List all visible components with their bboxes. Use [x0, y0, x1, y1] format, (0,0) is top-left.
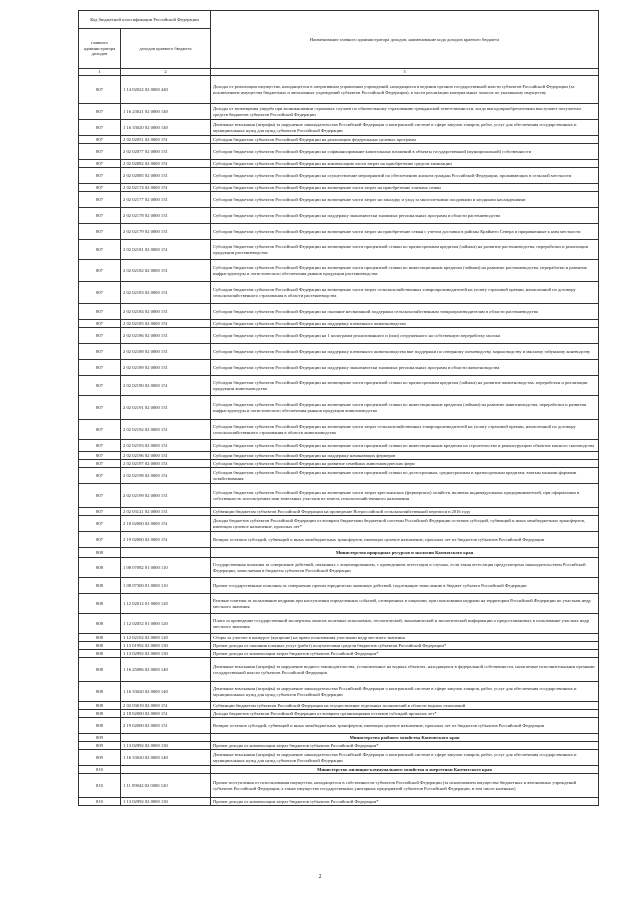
table-row [79, 594, 599, 614]
admin-code-cell: 808 [79, 558, 121, 578]
admin-code-cell: 808 [79, 718, 121, 734]
income-name-cell: Прочие доходы от оказания платных услуг (работ) получателями средств бюджетов субъектов Российской Федерации* [211, 642, 599, 650]
income-name-cell: Прочие государственные пошлины за совершение прочих юридически значимых действий, подлежащие зачислению в бюджет субъекта Российской Федерации [211, 578, 599, 594]
table-body [79, 76, 599, 806]
income-code-cell: 2 19 02000 02 0000 151 [121, 718, 211, 734]
income-name-cell: Плата за проведение государственной экспертизы запасов полезных ископаемых, геологической, экономической и экологической информации о предоставляемых в пользование участках недр местного значения [211, 614, 599, 634]
income-code-cell: 1 08 07082 01 0000 110 [121, 558, 211, 578]
income-code-cell: 1 13 02992 02 0000 130 [121, 798, 211, 806]
income-name-cell: Возврат остатков субсидий, субвенций и иных межбюджетных трансфертов, имеющих целевое назначение, прошлых лет из бюджетов субъектов Российской Федерации [211, 532, 599, 548]
section-row [79, 548, 599, 558]
document-sheet [78, 10, 598, 806]
admin-code-cell: 807 [79, 144, 121, 160]
admin-code-cell: 807 [79, 360, 121, 376]
section-row [79, 734, 599, 742]
income-name-cell: Субвенции бюджетам субъектов Российской Федерации на проведение Всероссийской сельскохозяйственной переписи в 2016 году [211, 508, 599, 516]
table-row [79, 344, 599, 360]
table-row [79, 798, 599, 806]
table-row [79, 468, 599, 484]
table-row [79, 168, 599, 184]
table-row [79, 508, 599, 516]
admin-code-cell: 807 [79, 160, 121, 168]
admin-code-cell: 807 [79, 136, 121, 144]
income-code-cell: 2 02 02177 02 0000 151 [121, 192, 211, 208]
income-code-cell: 2 02 02193 02 0000 151 [121, 440, 211, 452]
income-name-cell: Доходы бюджетов субъектов Российской Федерации от возврата организациями остатков субсидий прошлых лет* [211, 710, 599, 718]
admin-code-cell: 808 [79, 702, 121, 710]
table-row [79, 192, 599, 208]
income-code-cell: 2 02 03019 02 0000 151 [121, 702, 211, 710]
table-row [79, 104, 599, 120]
income-name-cell: Министерство жилищно-коммунального хозяйства и энергетики Камчатского края [211, 766, 599, 774]
income-name-cell: Прочие доходы от компенсации затрат бюджетов субъектов Российской Федерации* [211, 650, 599, 658]
admin-code-cell: 807 [79, 452, 121, 460]
admin-code-cell: 808 [79, 548, 121, 558]
admin-code-cell: 809 [79, 734, 121, 742]
admin-code-cell: 807 [79, 344, 121, 360]
column-number: 2 [121, 69, 211, 76]
income-code-cell: 1 16 33020 02 0000 140 [121, 750, 211, 766]
header-name-column: Наименование главного администратора доходов, наименование кода доходов краевого бюджета [211, 11, 599, 69]
income-code-cell: 2 02 02178 02 0000 151 [121, 208, 211, 224]
income-code-cell: 1 12 02012 01 0000 120 [121, 594, 211, 614]
table-row [79, 578, 599, 594]
income-name-cell: Денежные взыскания (штрафы) за нарушение водного законодательства, установленное на водных объектах, находящихся в федеральной собственности, налагаемые исполнительными органами государственной власти субъектов Российской Федерации [211, 658, 599, 682]
admin-code-cell: 807 [79, 224, 121, 240]
income-name-cell: Денежные взыскания (штрафы) за нарушение законодательства Российской Федерации о контрактной системе в сфере закупок товаров, работ, услуг для обеспечения государственных и муниципальных нужд для нужд субъектов Российской Федерации [211, 682, 599, 702]
income-name-cell: Субвенции бюджетам субъектов Российской Федерации на осуществление отдельных полномочий в области водных отношений [211, 702, 599, 710]
admin-code-cell: 807 [79, 376, 121, 396]
income-code-cell: 1 13 02992 02 0000 130 [121, 650, 211, 658]
table-row [79, 614, 599, 634]
income-code-cell: 2 02 02186 02 0000 151 [121, 328, 211, 344]
table-row [79, 650, 599, 658]
income-name-cell: Субсидии бюджетам субъектов Российской Федерации на софинансирование капитальных вложений в объекты государственной (муниципальной) собственности [211, 144, 599, 160]
income-code-cell: 2 02 02085 02 0000 151 [121, 168, 211, 184]
admin-code-cell: 810 [79, 766, 121, 774]
income-code-cell: 1 12 02102 02 0000 120 [121, 634, 211, 642]
income-code-cell: 2 02 02198 02 0000 151 [121, 468, 211, 484]
income-name-cell: Доходы от возмещения ущерба при возникновении страховых случаев по обязательному страхованию гражданской ответственности, когда выгодоприобретателями выступают получатели средств бюджетов субъектов Российской Федерации [211, 104, 599, 120]
income-name-cell: Субсидии бюджетам субъектов Российской Федерации на оказание несвязанной поддержки сельскохозяйственным товаропроизводителям в области растениеводства [211, 304, 599, 320]
section-row [79, 766, 599, 774]
income-code-cell: 2 18 02000 02 0000 151 [121, 710, 211, 718]
income-name-cell: Субсидии бюджетам субъектов Российской Федерации на возмещение части затрат крестьянских (фермерских) хозяйств, включая индивидуальных предпринимателей, при оформлении в собственность используемых ими земельных участков из земель сельскохозяйственного назначения [211, 484, 599, 508]
admin-code-cell: 807 [79, 168, 121, 184]
table-row [79, 742, 599, 750]
income-code-cell: 1 14 02022 02 0000 440 [121, 76, 211, 104]
income-name-cell: Субсидии бюджетам субъектов Российской Федерации на компенсацию части затрат на приобретение средств химизации [211, 160, 599, 168]
income-name-cell: Министерство природных ресурсов и экологии Камчатского края [211, 548, 599, 558]
table-row [79, 136, 599, 144]
income-name-cell: Денежные взыскания (штрафы) за нарушение законодательства Российской Федерации о контрактной системе в сфере закупок товаров, работ, услуг для обеспечения государственных и муниципальных нужд для нужд субъектов Российской Федерации [211, 750, 599, 766]
income-name-cell: Прочие доходы от компенсации затрат бюджетов субъектов Российской Федерации* [211, 742, 599, 750]
header-code-column: доходов краевого бюджета [121, 29, 211, 69]
admin-code-cell: 807 [79, 320, 121, 328]
table-row [79, 702, 599, 710]
table-row [79, 260, 599, 282]
admin-code-cell: 809 [79, 750, 121, 766]
header-admin-column: главного администратора доходов [79, 29, 121, 69]
income-code-cell: 2 19 02000 02 0000 151 [121, 532, 211, 548]
admin-code-cell: 807 [79, 468, 121, 484]
admin-code-cell: 810 [79, 774, 121, 798]
table-row [79, 532, 599, 548]
income-code-cell [121, 734, 211, 742]
income-name-cell: Субсидии бюджетам субъектов Российской Федерации на поддержку племенного животноводства [211, 320, 599, 328]
table-row [79, 360, 599, 376]
income-code-cell: 2 02 02199 02 0000 151 [121, 484, 211, 508]
admin-code-cell: 807 [79, 460, 121, 468]
income-name-cell: Сборы за участие в конкурсе (аукционе) на право пользования участками недр местного значения [211, 634, 599, 642]
income-name-cell: Субсидии бюджетам субъектов Российской Федерации на возмещение части процентной ставки по долгосрочным, среднесрочным и краткосрочным кредитам, взятым малыми формами хозяйствования [211, 468, 599, 484]
table-row [79, 224, 599, 240]
admin-code-cell: 808 [79, 614, 121, 634]
income-name-cell: Субсидии бюджетам субъектов Российской Федерации на возмещение части затрат на приобретение семян с учетом доставки в районы Крайнего Севера и приравненные к ним местности [211, 224, 599, 240]
income-name-cell: Денежные взыскания (штрафы) за нарушение законодательства Российской Федерации о контрактной системе в сфере закупок товаров, работ, услуг для обеспечения государственных и муниципальных нужд для нужд субъектов Российской Федерации [211, 120, 599, 136]
income-name-cell: Субсидии бюджетам субъектов Российской Федерации на возмещение части процентной ставки по краткосрочным кредитам (займам) на развитие растениеводства, переработки и реализации продукции растениеводства [211, 240, 599, 260]
income-code-cell: 1 13 01992 02 0000 130 [121, 642, 211, 650]
admin-code-cell: 808 [79, 642, 121, 650]
income-name-cell: Субсидии бюджетам субъектов Российской Федерации на возмещение части процентной ставки по краткосрочным кредитам (займам) на развитие животноводства, переработки и реализации продукции животноводства [211, 376, 599, 396]
admin-code-cell: 810 [79, 798, 121, 806]
table-row [79, 774, 599, 798]
income-code-cell: 2 02 02190 02 0000 151 [121, 376, 211, 396]
admin-code-cell: 807 [79, 104, 121, 120]
income-code-cell: 2 02 02174 02 0000 151 [121, 184, 211, 192]
table-row [79, 282, 599, 304]
income-code-cell: 2 02 02192 02 0000 151 [121, 420, 211, 440]
table-row [79, 328, 599, 344]
admin-code-cell: 807 [79, 282, 121, 304]
admin-code-cell: 809 [79, 742, 121, 750]
admin-code-cell: 808 [79, 578, 121, 594]
table-row [79, 208, 599, 224]
income-code-cell: 2 02 02191 02 0000 151 [121, 396, 211, 420]
income-name-cell: Субсидии бюджетам субъектов Российской Федерации на возмещение части процентной ставки по инвестиционным кредитам (займам) на развитие животноводства, переработки и развития инфраструктуры и логистического обеспечения рынков продукции животноводства [211, 396, 599, 420]
budget-classification-table [78, 10, 599, 806]
table-row [79, 76, 599, 104]
admin-code-cell: 807 [79, 240, 121, 260]
income-code-cell: 1 13 02992 02 0000 130 [121, 742, 211, 750]
income-code-cell: 2 02 02077 02 0000 151 [121, 144, 211, 160]
table-row [79, 420, 599, 440]
table-row [79, 460, 599, 468]
admin-code-cell: 807 [79, 420, 121, 440]
table-row [79, 320, 599, 328]
income-code-cell [121, 766, 211, 774]
income-code-cell: 2 02 02182 02 0000 151 [121, 260, 211, 282]
income-code-cell: 2 02 02181 02 0000 151 [121, 240, 211, 260]
admin-code-cell: 807 [79, 76, 121, 104]
income-name-cell: Государственная пошлина за совершение действий, связанных с лицензированием, с проведением аттестации в случаях, если такая аттестация предусмотрена законодательством Российской Федерации, зачисляемая в бюджеты субъектов Российской Федерации [211, 558, 599, 578]
income-code-cell: 2 02 02189 02 0000 151 [121, 360, 211, 376]
income-code-cell: 1 11 09042 02 0000 120 [121, 774, 211, 798]
income-name-cell: Прочие поступления от использования имущества, находящегося в собственности субъектов Российской Федерации (за исключением имущества бюджетных и автономных учреждений субъектов Российской Федерации, а также имущества государственных унитарных предприятий субъектов Российской Федерации, в том числе казенных) [211, 774, 599, 798]
admin-code-cell: 808 [79, 682, 121, 702]
table-row [79, 184, 599, 192]
income-code-cell: 1 08 07300 01 0000 110 [121, 578, 211, 594]
income-name-cell: Субсидии бюджетам субъектов Российской Федерации на поддержку экономически значимых региональных программ в области животноводства [211, 360, 599, 376]
income-code-cell: 1 16 25086 02 0000 140 [121, 658, 211, 682]
table-row [79, 750, 599, 766]
table-row [79, 682, 599, 702]
income-name-cell: Субсидии бюджетам субъектов Российской Федерации на поддержку экономически значимых региональных программ в области растениеводства [211, 208, 599, 224]
table-row [79, 658, 599, 682]
income-name-cell: Возврат остатков субсидий, субвенций и иных межбюджетных трансфертов, имеющих целевое назначение, прошлых лет из бюджетов субъектов Российской Федерации [211, 718, 599, 734]
income-code-cell: 2 02 02183 02 0000 151 [121, 282, 211, 304]
admin-code-cell: 807 [79, 304, 121, 320]
income-name-cell: Разовые платежи за пользование недрами при наступлении определенных событий, оговоренных в лицензии, при пользовании недрами на территории Российской Федерации по участкам недр местного значения [211, 594, 599, 614]
table-row [79, 440, 599, 452]
income-code-cell: 2 02 02188 02 0000 151 [121, 344, 211, 360]
table-row [79, 710, 599, 718]
table-row [79, 160, 599, 168]
income-name-cell: Субсидии бюджетам субъектов Российской Федерации на реализацию федеральных целевых программ [211, 136, 599, 144]
table-row [79, 304, 599, 320]
admin-code-cell: 808 [79, 634, 121, 642]
income-name-cell: Доходы бюджетов субъектов Российской Федерации от возврата бюджетами бюджетной системы Российской Федерации остатков субсидий, субвенций и иных межбюджетных трансфертов, имеющих целевое назначение, прошлых лет* [211, 516, 599, 532]
income-name-cell: Субсидии бюджетам субъектов Российской Федерации на развитие семейных животноводческих ферм [211, 460, 599, 468]
table-row [79, 634, 599, 642]
income-name-cell: Субсидии бюджетам субъектов Российской Федерации на возмещение части процентной ставки по инвестиционным кредитам (займам) на развитие растениеводства, переработки и развития инфраструктуры и логистического обеспечения рынков продукции растениеводства [211, 260, 599, 282]
income-name-cell: Субсидии бюджетам субъектов Российской Федерации на возмещение части затрат на приобретение элитных семян [211, 184, 599, 192]
admin-code-cell: 807 [79, 484, 121, 508]
admin-code-cell: 807 [79, 192, 121, 208]
income-name-cell: Прочие доходы от компенсации затрат бюджетов субъектов Российской Федерации* [211, 798, 599, 806]
admin-code-cell: 807 [79, 532, 121, 548]
income-code-cell: 1 16 23021 02 0000 140 [121, 104, 211, 120]
income-name-cell: Субсидии бюджетам субъектов Российской Федерации на возмещение части затрат сельскохозяйственных товаропроизводителей на уплату страховой премии, начисленной по договору сельскохозяйственного страхования в области растениеводства [211, 282, 599, 304]
income-code-cell: 2 02 02051 02 0000 151 [121, 136, 211, 144]
table-row [79, 240, 599, 260]
income-name-cell: Доходы от реализации имущества, находящегося в оперативном управлении учреждений, находящихся в ведении органов государственной власти субъектов Российской Федерации (за исключением имущества бюджетных и автономных учреждений субъектов Российской Федерации), в части реализации материальных запасов по указанному имуществу [211, 76, 599, 104]
income-code-cell: 1 12 02052 01 0000 120 [121, 614, 211, 634]
admin-code-cell: 807 [79, 440, 121, 452]
admin-code-cell: 808 [79, 650, 121, 658]
table-row [79, 120, 599, 136]
income-code-cell: 1 16 33020 02 0000 140 [121, 682, 211, 702]
income-name-cell: Субсидии бюджетам субъектов Российской Федерации на осуществление мероприятий по обеспечению жильем граждан Российской Федерации, проживающих в сельской местности [211, 168, 599, 184]
admin-code-cell: 807 [79, 260, 121, 282]
income-code-cell: 2 02 02185 02 0000 151 [121, 320, 211, 328]
income-name-cell: Министерство рыбного хозяйства Камчатского края [211, 734, 599, 742]
income-name-cell: Субсидии бюджетам субъектов Российской Федерации на 1 килограмм реализованного и (или) отгруженного на собственную переработку молока [211, 328, 599, 344]
table-row [79, 642, 599, 650]
income-name-cell: Субсидии бюджетам субъектов Российской Федерации на возмещение части процентной ставки по инвестиционным кредитам на строительство и реконструкцию объектов мясного скотоводства [211, 440, 599, 452]
table-row [79, 558, 599, 578]
table-row [79, 718, 599, 734]
income-code-cell: 2 02 02179 02 0000 151 [121, 224, 211, 240]
page-number: 2 [318, 874, 322, 880]
header-group-title: Код бюджетной классификации Российской Федерации [79, 11, 211, 29]
income-code-cell: 2 02 03121 02 0000 151 [121, 508, 211, 516]
admin-code-cell: 808 [79, 710, 121, 718]
table-row [79, 376, 599, 396]
admin-code-cell: 807 [79, 328, 121, 344]
income-code-cell [121, 548, 211, 558]
admin-code-cell: 807 [79, 120, 121, 136]
income-code-cell: 2 02 02196 02 0000 151 [121, 452, 211, 460]
income-code-cell: 2 02 02082 02 0000 151 [121, 160, 211, 168]
column-number: 1 [79, 69, 121, 76]
table-row [79, 452, 599, 460]
income-name-cell: Субсидии бюджетам субъектов Российской Федерации на возмещение части затрат сельскохозяйственных товаропроизводителей на уплату страховой премии, начисленной по договору сельскохозяйственного страхования в области животноводства [211, 420, 599, 440]
table-row [79, 396, 599, 420]
admin-code-cell: 807 [79, 516, 121, 532]
income-name-cell: Субсидии бюджетам субъектов Российской Федерации на поддержку племенного животноводства вне поддержки по северному оленеводству, мараловодству и мясному табунному коневодству [211, 344, 599, 360]
admin-code-cell: 807 [79, 508, 121, 516]
income-name-cell: Субсидии бюджетам субъектов Российской Федерации на возмещение части затрат на закладку и уход за многолетними плодовыми и ягодными насаждениями [211, 192, 599, 208]
income-name-cell: Субсидии бюджетам субъектов Российской Федерации на поддержку начинающих фермеров [211, 452, 599, 460]
admin-code-cell: 807 [79, 208, 121, 224]
admin-code-cell: 808 [79, 658, 121, 682]
income-code-cell: 2 02 02184 02 0000 151 [121, 304, 211, 320]
income-code-cell: 1 16 33020 02 0000 140 [121, 120, 211, 136]
admin-code-cell: 807 [79, 184, 121, 192]
table-row [79, 144, 599, 160]
table-row [79, 484, 599, 508]
income-code-cell: 2 02 02197 02 0000 151 [121, 460, 211, 468]
column-number: 3 [211, 69, 599, 76]
table-row [79, 516, 599, 532]
income-code-cell: 2 18 02000 02 0000 151 [121, 516, 211, 532]
admin-code-cell: 808 [79, 594, 121, 614]
admin-code-cell: 807 [79, 396, 121, 420]
